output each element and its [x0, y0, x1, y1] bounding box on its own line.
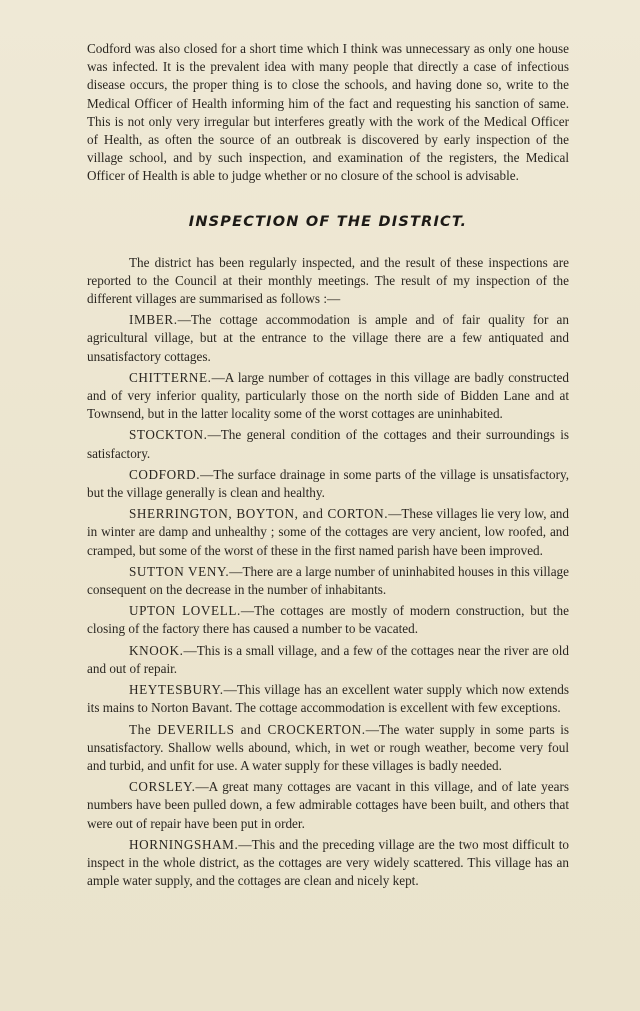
village-text: —This is a small village, and a few of the cottages near the river are old and out of repair.: [87, 642, 569, 676]
village-paragraph-knook: [87, 642, 569, 678]
village-paragraph-imber: [87, 311, 569, 366]
page-content: [87, 40, 569, 890]
section-intro-paragraph: The district has been regularly inspected, and the result of these inspections are reported to the Council at their monthly meetings. The result of my inspection of the different villages are summarised as follows :—: [87, 254, 569, 307]
village-text: —This and the preceding village are the two most difficult to inspect in the whole district, as the cottages are very widely scattered. This village has an ample water supply, and the cottages are clean and nicely kept.: [87, 836, 569, 889]
village-paragraph-corsley: [87, 778, 569, 833]
village-name: UPTON LOVELL.: [129, 603, 241, 619]
village-text: —A great many cottages are vacant in this village, and of late years numbers have been pulled down, a few admirable cottages have been built, and others that were out of repair have been put in order.: [87, 779, 569, 831]
village-paragraph-codford: [87, 466, 569, 502]
village-text: —The cottage accommodation is ample and of fair quality for an agricultural village, but at the entrance to the village there are a few antiquated and unsatisfactory cottages.: [87, 312, 569, 364]
village-name: KNOOK.: [129, 642, 184, 658]
village-name: STOCKTON.: [129, 427, 208, 443]
village-text: —This village has an excellent water supply which now extends its mains to Norton Bavant. The cottage accommodation is excellent with few exceptions.: [87, 682, 569, 716]
village-name: CODFORD.: [129, 466, 201, 482]
village-text: —The general condition of the cottages and their surroundings is satisfactory.: [87, 427, 569, 461]
village-paragraph-sutton-veny: [87, 563, 569, 599]
village-paragraph-upton-lovell: [87, 602, 569, 638]
village-name: HEYTESBURY.: [129, 682, 224, 698]
village-text: —These villages lie very low, and in winter are damp and unhealthy ; some of the cottages are very ancient, low roofed, and cramped, but some of the worst of these in the first named parish have been improved.: [87, 506, 569, 558]
village-text: —A large number of cottages in this village are badly constructed and of very inferior quality, particularly those on the north side of Bidden Lane and at Townsend, but in the latter locality some of the worst cottages are uninhabited.: [87, 369, 569, 422]
village-name: The DEVERILLS and CROCKERTON.: [129, 721, 366, 737]
intro-paragraph: Codford was also closed for a short time which I think was unnecessary as only one house was infected. It is the prevalent idea with many people that directly a case of infectious disease occurs, the proper thing is to close the schools, and having done so, write to the Medical Officer of Health informing him of the fact and requesting his sanction of same. This is not only very irregular but interferes greatly with the work of the Medical Officer of Health, as often the source of an outbreak is discovered by early inspection of the village school, and by such inspection, and examination of the registers, the Medical Officer of Health is able to judge whether or no closure of the school is advisable.: [87, 41, 569, 184]
village-text: —There are a large number of uninhabited houses in this village consequent on the decrease in the number of inhabitants.: [87, 563, 569, 598]
village-paragraph-stockton: [87, 426, 569, 462]
village-name: CHITTERNE.: [129, 369, 212, 385]
village-name: HORNINGSHAM.: [129, 836, 239, 852]
village-name: IMBER.: [129, 312, 178, 328]
village-text: —The water supply in some parts is unsatisfactory. Shallow wells abound, which, in wet or rough weather, become very foul and turbid, and unfit for use. A water supply for these villages is badly needed.: [87, 721, 569, 773]
village-text: —The surface drainage in some parts of the village is unsatisfactory, but the village generally is clean and healthy.: [87, 466, 569, 501]
village-paragraph-chitterne: [87, 369, 569, 424]
village-paragraph-heytesbury: [87, 681, 569, 717]
village-name: SUTTON VENY.: [129, 563, 230, 579]
village-paragraph-horningsham: [87, 836, 569, 891]
village-paragraph-deverills: [87, 721, 569, 776]
section-heading: INSPECTION OF THE DISTRICT.: [188, 213, 468, 230]
village-text: —The cottages are mostly of modern construction, but the closing of the factory there has caused a number to be vacated.: [87, 603, 569, 637]
village-name: SHERRINGTON, BOYTON, and CORTON.: [129, 506, 389, 522]
village-paragraph-sherrington: [87, 505, 569, 560]
village-name: CORSLEY.: [129, 779, 196, 795]
